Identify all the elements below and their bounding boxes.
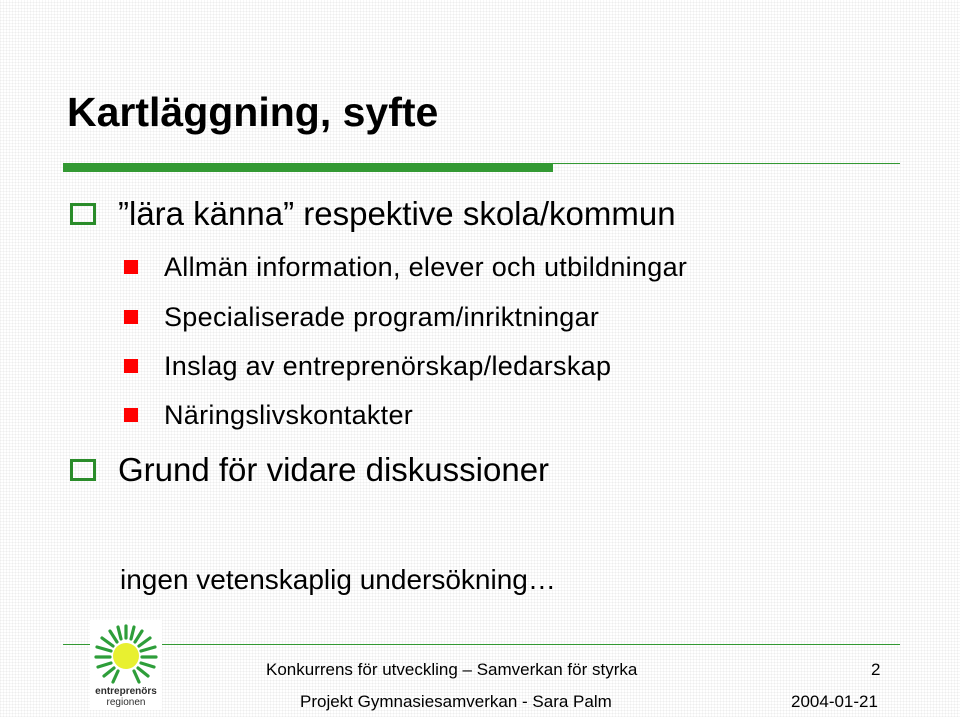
bullet-text: ”lära känna” respektive skola/kommun [118,195,676,232]
title-underline-thin [553,163,900,164]
slide-note: ingen vetenskaplig undersökning… [120,564,556,595]
filled-square-icon [124,310,138,324]
footer-divider [63,644,900,645]
bullet-text: Näringslivskontakter [164,400,414,430]
filled-square-icon [124,408,138,422]
logo-text-line1: entreprenörs [95,686,157,697]
footer-date: 2004-01-21 [791,692,878,711]
title-underline-thick [63,163,553,172]
filled-square-icon [124,260,138,274]
footer-tagline: Konkurrens för utveckling – Samverkan för styrka [266,660,638,679]
page-number: 2 [871,660,881,679]
slide-title: Kartläggning, syfte [67,89,439,135]
hollow-square-icon [70,203,96,225]
logo-text-line2: regionen [106,697,146,708]
bullet-text: Grund för vidare diskussioner [118,451,550,488]
bullet-text: Allmän information, elever och utbildningar [164,252,688,282]
filled-square-icon [124,359,138,373]
footer-project: Projekt Gymnasiesamverkan - Sara Palm [300,692,612,711]
entreprenorsregionen-logo-icon [90,620,162,710]
bullet-text: Specialiserade program/inriktningar [164,302,600,332]
bullet-text: Inslag av entreprenörskap/ledarskap [164,351,612,381]
hollow-square-icon [70,459,96,481]
